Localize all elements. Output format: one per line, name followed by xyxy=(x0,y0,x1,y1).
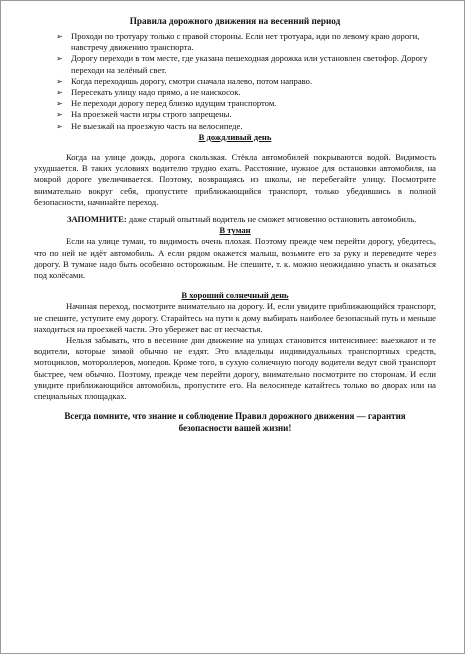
list-item: ➢ Когда переходишь дорогу, смотри сначала налево, потом направо. xyxy=(56,75,313,86)
arrowhead-bullet-icon: ➢ xyxy=(56,121,63,131)
arrowhead-bullet-icon: ➢ xyxy=(56,110,63,120)
fog-heading: В туман xyxy=(219,225,251,236)
rainy-day-heading: В дождливый день xyxy=(198,131,272,142)
list-item: ➢ Дорогу переходи в том месте, где указана пешеходная дорожка или установлен светофор. Дорогу переходи на зелёный свет. xyxy=(56,53,428,75)
list-item: ➢ Пересекать улицу надо прямо, а не наискосок. xyxy=(56,87,241,98)
arrowhead-bullet-icon: ➢ xyxy=(56,32,63,41)
sunny-day-paragraph-1: Начиная переход, посмотрите внимательно на дорогу. И, если увидите приближающийся транспорт, не спешите, уступите ему дорогу. Старайтесь на пути к дому выбирать наиболее безопасный путь и меньше находиться на проезжей части. Это убережет вас от несчастья. xyxy=(34,301,436,334)
sunny-day-paragraph-2: Нельзя забывать, что в весенние дни движение на улицах становится интенсивнее: выезжают и те водители, которые зимой обычно не ездят. Это владельцы индивидуальных транспортных средств, мотоциклов, мотороллеров, мопедов. Кроме того, в сухую солнечную погоду водители ведут свой транспорт быстрее, чем обычно. Поэтому, прежде чем перейти дорогу, внимательно посмотрите по сторонам. И если увидите приближающийся автомобиль, пропустите его. На велосипеде катайтесь только во дворах или на специальных площадках. xyxy=(34,335,436,402)
list-item: ➢ Проходи по тротуару только с правой стороны. Если нет тротуара, иди по левому краю дороги, навстречу движению транспорта. xyxy=(56,31,420,53)
arrowhead-bullet-icon: ➢ xyxy=(56,88,63,98)
remember-note xyxy=(34,214,436,225)
remember-label: ЗАПОМНИТЕ: xyxy=(67,214,127,225)
spacer xyxy=(34,281,436,290)
document-content xyxy=(34,15,436,434)
list-item: ➢ На проезжей части игры строго запрещены. xyxy=(56,109,232,120)
sunny-day-heading: В хороший солнечный день xyxy=(181,290,289,301)
list-item: ➢ Не переходи дорогу перед близко идущим транспортом. xyxy=(56,98,277,109)
arrowhead-bullet-icon: ➢ xyxy=(56,54,63,64)
rainy-day-paragraph: Когда на улице дождь, дорога скользкая. Стёкла автомобилей покрываются водой. Видимость ухудшается. В таких условиях водителю трудно ехать. Расстояние, нужное для остановки автомобиля, на мокрой дороге увеличивается. Поэтому, возвращаясь из школы, не перебегайте улицу. Посмотрите внимательно вокруг себя, пропустите приближающийся транспорт, только убедившись в полной безопасности, начинайте переход. xyxy=(34,152,436,207)
document-title: Правила дорожного движения на весенний период xyxy=(129,16,341,26)
arrowhead-bullet-icon: ➢ xyxy=(56,99,63,109)
fog-paragraph: Если на улице туман, то видимость очень плохая. Поэтому прежде чем перейти дорогу, убедитесь, что по ней не идёт автомобиль. А если рядом окажется малыш, возьмите его за руку и переведите через дорогу. В тумане надо быть особенно осторожным. Не спешите, т. к. можно неожиданно упасть и оказаться под колёсами. xyxy=(34,236,436,281)
remember-text: даже старый опытный водитель не сможет мгновенно остановить автомобиль. xyxy=(126,214,417,225)
rules-list xyxy=(34,31,436,132)
closing-statement: Всегда помните, что знание и соблюдение Правил дорожного движения — гарантия безопасности вашей жизни! xyxy=(64,411,406,434)
arrowhead-bullet-icon: ➢ xyxy=(56,76,63,86)
spacer xyxy=(34,143,436,152)
list-item: ➢ Не выезжай на проезжую часть на велосипеде. xyxy=(56,120,243,131)
